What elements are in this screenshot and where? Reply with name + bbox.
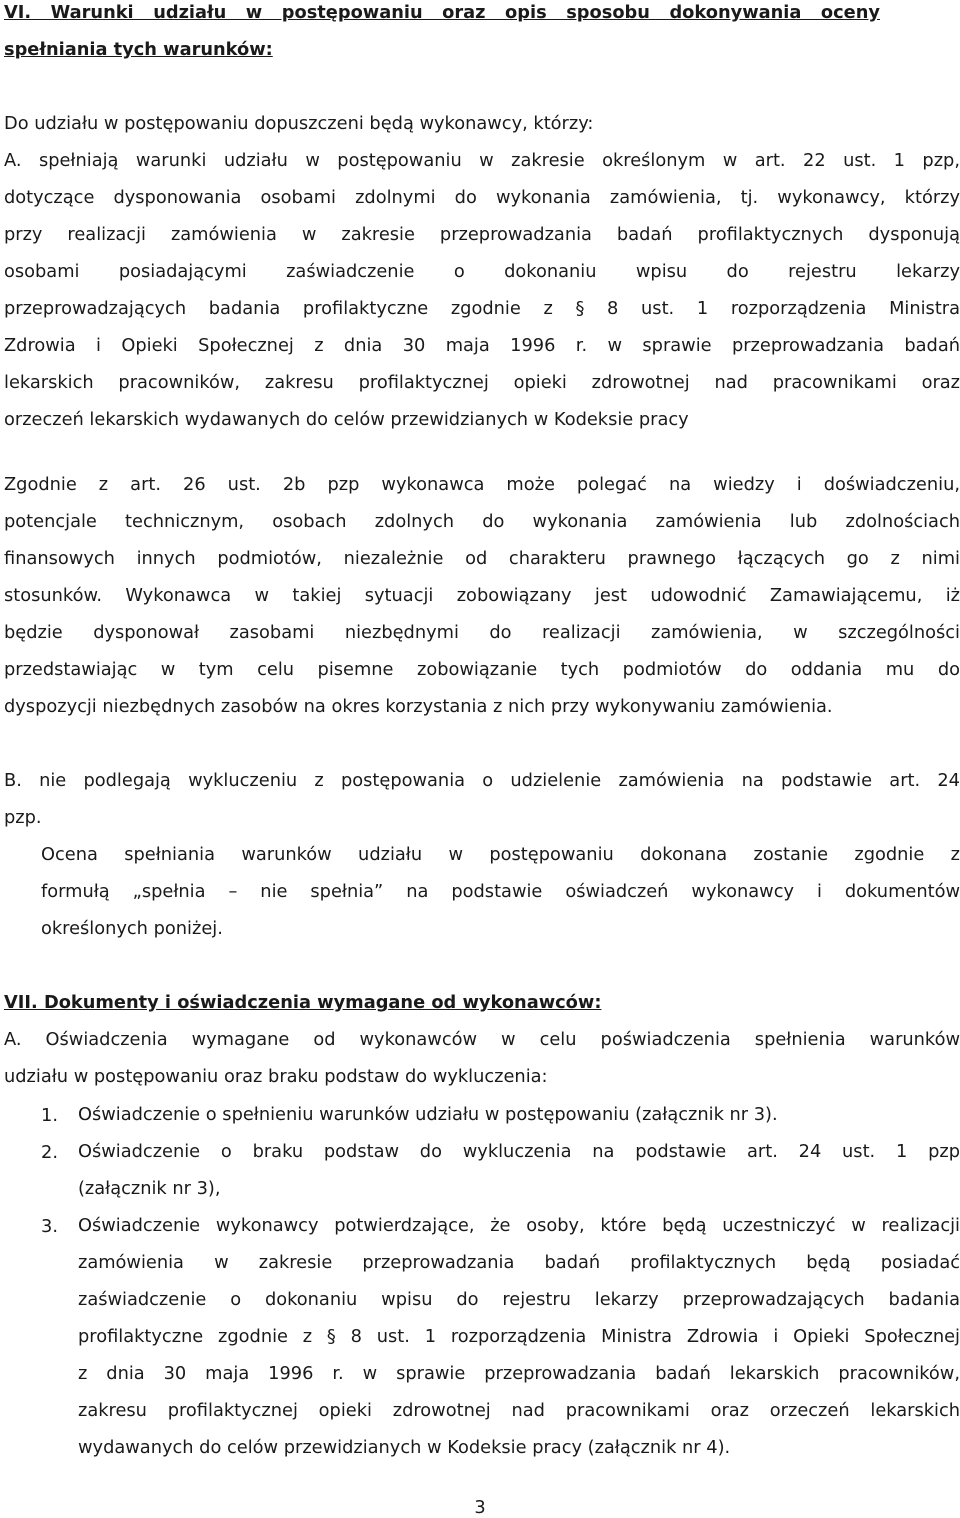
list-item-line: wydawanych do celów przewidzianych w Kodeksie pracy (załącznik nr 4).	[78, 1437, 731, 1458]
point-b-line-2: pzp.	[4, 807, 42, 828]
section-vi-intro: Do udziału w postępowaniu dopuszczeni będą wykonawcy, którzy:	[4, 113, 594, 134]
point-a-line: przeprowadzających badania profilaktyczne zgodnie z § 8 ust. 1 rozporządzenia Ministra	[4, 298, 960, 319]
point-a-line: orzeczeń lekarskich wydawanych do celów przewidzianych w Kodeksie pracy	[4, 409, 689, 430]
art26-line: finansowych innych podmiotów, niezależnie od charakteru prawnego łączących go z nimi	[4, 548, 960, 569]
list-item-number: 2.	[41, 1142, 58, 1163]
list-item-line: zaświadczenie o dokonaniu wpisu do rejestru lekarzy przeprowadzających badania	[78, 1289, 960, 1310]
point-a-line: Zdrowia i Opieki Społecznej z dnia 30 maja 1996 r. w sprawie przeprowadzania badań	[4, 335, 960, 356]
list-item-line: profilaktyczne zgodnie z § 8 ust. 1 rozporządzenia Ministra Zdrowia i Opieki Społecznej	[78, 1326, 960, 1347]
point-a-line: osobami posiadającymi zaświadczenie o dokonaniu wpisu do rejestru lekarzy	[4, 261, 960, 282]
list-item-line: Oświadczenie o spełnieniu warunków udziału w postępowaniu (załącznik nr 3).	[78, 1104, 778, 1125]
list-item-number: 1.	[41, 1105, 58, 1126]
point-a-line: A. spełniają warunki udziału w postępowaniu w zakresie określonym w art. 22 ust. 1 pzp,	[4, 150, 960, 171]
section-vii-point-a-line-1: A. Oświadczenia wymagane od wykonawców w celu poświadczenia spełnienia warunków	[4, 1029, 960, 1050]
art26-line: stosunków. Wykonawca w takiej sytuacji zobowiązany jest udowodnić Zamawiającemu, iż	[4, 585, 960, 606]
point-a-line: przy realizacji zamówienia w zakresie przeprowadzania badań profilaktycznych dysponują	[4, 224, 960, 245]
list-item-line: Oświadczenie wykonawcy potwierdzające, że osoby, które będą uczestniczyć w realizacji	[78, 1215, 960, 1236]
art26-line: Zgodnie z art. 26 ust. 2b pzp wykonawca może polegać na wiedzy i doświadczeniu,	[4, 474, 960, 495]
point-b-line-1: B. nie podlegają wykluczeniu z postępowania o udzielenie zamówienia na podstawie art. 24	[4, 770, 960, 791]
list-item-line: zakresu profilaktycznej opieki zdrowotnej nad pracownikami oraz orzeczeń lekarskich	[78, 1400, 960, 1421]
section-vii-point-a-line-2: udziału w postępowaniu oraz braku podstaw do wykluczenia:	[4, 1066, 548, 1087]
art26-line: będzie dysponował zasobami niezbędnymi do realizacji zamówienia, w szczególności	[4, 622, 960, 643]
art26-line: dyspozycji niezbędnych zasobów na okres korzystania z nich przy wykonywaniu zamówienia.	[4, 696, 833, 717]
list-item-line: z dnia 30 maja 1996 r. w sprawie przeprowadzania badań lekarskich pracowników,	[78, 1363, 960, 1384]
list-item-line: (załącznik nr 3),	[78, 1178, 221, 1199]
section-vii-heading: VII. Dokumenty i oświadczenia wymagane od wykonawców:	[4, 992, 602, 1013]
page-number: 3	[474, 1497, 486, 1518]
ocena-line: formułą „spełnia – nie spełnia” na podstawie oświadczeń wykonawcy i dokumentów	[41, 881, 960, 902]
art26-line: potencjale technicznym, osobach zdolnych do wykonania zamówienia lub zdolnościach	[4, 511, 960, 532]
ocena-line: określonych poniżej.	[41, 918, 223, 939]
ocena-line: Ocena spełniania warunków udziału w postępowaniu dokonana zostanie zgodnie z	[41, 844, 960, 865]
point-a-line: dotyczące dysponowania osobami zdolnymi do wykonania zamówienia, tj. wykonawcy, którzy	[4, 187, 960, 208]
list-item-line: zamówienia w zakresie przeprowadzania badań profilaktycznych będą posiadać	[78, 1252, 960, 1273]
list-item-line: Oświadczenie o braku podstaw do wykluczenia na podstawie art. 24 ust. 1 pzp	[78, 1141, 960, 1162]
section-vi-heading-line-2: spełniania tych warunków:	[4, 39, 273, 60]
section-vi-heading-line-1: VI. Warunki udziału w postępowaniu oraz opis sposobu dokonywania oceny	[4, 2, 880, 23]
point-a-line: lekarskich pracowników, zakresu profilaktycznej opieki zdrowotnej nad pracownikami oraz	[4, 372, 960, 393]
list-item-number: 3.	[41, 1216, 58, 1237]
art26-line: przedstawiając w tym celu pisemne zobowiązanie tych podmiotów do oddania mu do	[4, 659, 960, 680]
